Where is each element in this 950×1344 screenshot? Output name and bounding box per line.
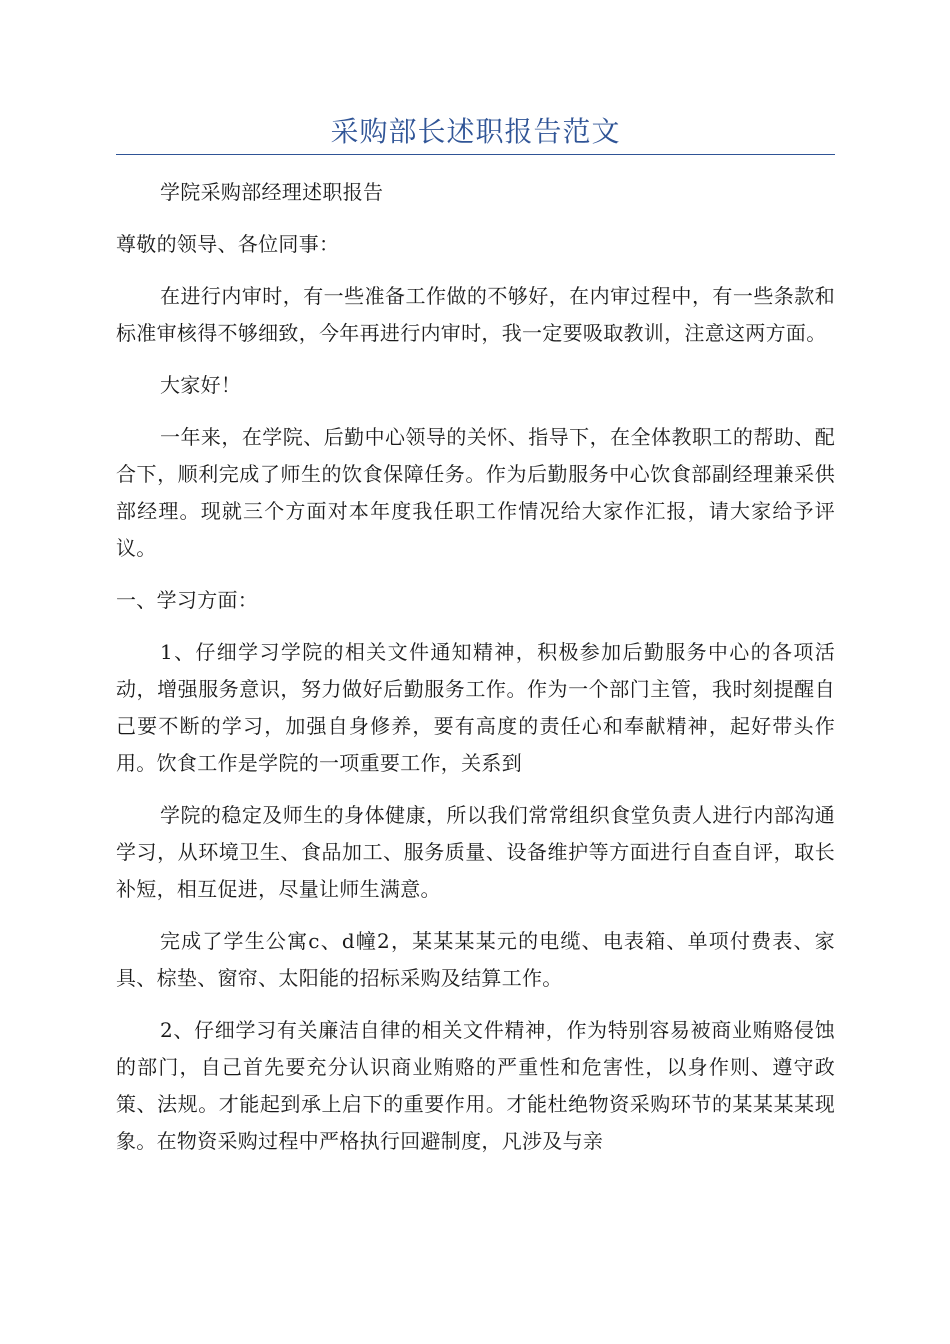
paragraph-text: 学院的稳定及师生的身体健康，所以我们常常组织食堂负责人进行内部沟通学习，从环境卫生、食品加工、服务质量、设备维护等方面进行自查自评，取长补短，相互促进，尽量让师生满意。 xyxy=(116,803,835,901)
paragraph-text: 1、仔细学习学院的相关文件通知精神，积极参加后勤服务中心的各项活动，增强服务意识，努力做好后勤服务工作。作为一个部门主管，我时刻提醒自己要不断的学习，加强自身修养，要有高度的责任心和奉献精神，起好带头作用。饮食工作是学院的一项重要工作，关系到 xyxy=(116,640,835,775)
title-underline xyxy=(116,154,835,155)
document-title: 采购部长述职报告范文 xyxy=(330,115,621,148)
section-heading: 一、学习方面： xyxy=(116,588,259,612)
paragraph-text: 在进行内审时，有一些准备工作做的不够好，在内审过程中，有一些条款和标准审核得不够细致，今年再进行内审时，我一定要吸取教训，注意这两方面。 xyxy=(116,284,835,345)
paragraph-text: 2、仔细学习有关廉洁自律的相关文件精神，作为特别容易被商业贿赂侵蚀的部门，自己首先要充分认识商业贿赂的严重性和危害性，以身作则、遵守政策、法规。才能起到承上启下的重要作用。才能杜绝物资采购环节的某某某某现象。在物资采购过程中严格执行回避制度，凡涉及与亲 xyxy=(116,1018,835,1153)
paragraph-salutation: 尊敬的领导、各位同事： xyxy=(116,232,340,256)
paragraph-greeting: 大家好！ xyxy=(160,373,242,397)
paragraph-text: 完成了学生公寓c、d幢2，某某某某元的电缆、电表箱、单项付费表、家具、棕垫、窗帘、太阳能的招标采购及结算工作。 xyxy=(116,929,835,990)
document-body xyxy=(116,174,835,1175)
paragraph-subtitle: 学院采购部经理述职报告 xyxy=(160,180,384,204)
paragraph-text: 一年来，在学院、后勤中心领导的关怀、指导下，在全体教职工的帮助、配合下，顺利完成了师生的饮食保障任务。作为后勤服务中心饮食部副经理兼采供部经理。现就三个方面对本年度我任职工作情况给大家作汇报，请大家给予评议。 xyxy=(116,425,835,560)
